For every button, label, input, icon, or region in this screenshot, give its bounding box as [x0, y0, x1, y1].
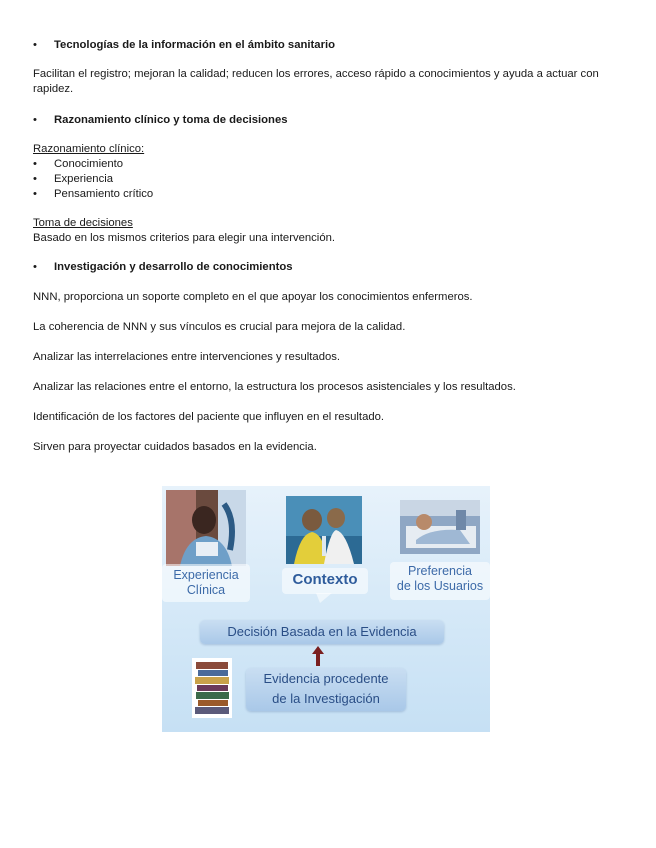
paragraph: Sirven para proyectar cuidados basados en la evidencia.: [33, 441, 317, 453]
paragraph: Analizar las relaciones entre el entorno, la estructura los procesos asistenciales y los resultados.: [33, 381, 516, 393]
list-item: • Pensamiento crítico: [33, 188, 154, 200]
arrow-up-icon: [312, 646, 324, 666]
books-photo: [192, 658, 232, 718]
context-caption: Contexto: [292, 571, 358, 588]
paragraph: Analizar las interrelaciones entre intervenciones y resultados.: [33, 351, 341, 363]
evidence-based-decision-bar: Decisión Basada en la Evidencia: [200, 620, 444, 644]
subheading: Razonamiento clínico:: [33, 143, 145, 155]
clinician-photo: [166, 490, 246, 566]
paragraph: Facilitan el registro; mejoran la calidad; reducen los errores, acceso rápido a conocimientos y ayuda a actuar con rapidez.: [33, 68, 599, 95]
document-page: [33, 30, 623, 455]
section-heading: [33, 38, 623, 53]
heading-text: Razonamiento clínico y toma de decisiones: [54, 114, 288, 126]
lab-photo: [286, 496, 362, 564]
paragraph: NNN, proporciona un soporte completo en el que apoyar los conocimientos enfermeros.: [33, 291, 473, 303]
heading-text: Investigación y desarrollo de conocimientos: [54, 261, 293, 273]
bullet: •: [33, 39, 37, 51]
evidence-based-decision-figure: [162, 486, 490, 732]
paragraph: Identificación de los factores del paciente que influyen en el resultado.: [33, 411, 385, 423]
bullet: •: [33, 114, 37, 126]
clinical-experience-caption: Experiencia Clínica: [173, 568, 239, 597]
bullet: •: [33, 261, 37, 273]
patient-photo: [400, 500, 480, 554]
context-bubble-tail: [316, 593, 332, 603]
paragraph: La coherencia de NNN y sus vínculos es crucial para mejora de la calidad.: [33, 321, 406, 333]
research-evidence-bar: Evidencia procedente de la Investigación: [246, 668, 406, 711]
section-heading: [33, 260, 623, 275]
paragraph: Basado en los mismos criterios para elegir una intervención.: [33, 232, 336, 244]
heading-text: Tecnologías de la información en el ámbito sanitario: [54, 39, 336, 51]
section-heading: [33, 113, 623, 128]
patient-preference-caption: Preferencia de los Usuarios: [396, 564, 484, 593]
list-item: • Conocimiento: [33, 158, 124, 170]
subheading: Toma de decisiones: [33, 217, 133, 229]
bullet-list: [33, 157, 623, 202]
list-item: • Experiencia: [33, 173, 114, 185]
